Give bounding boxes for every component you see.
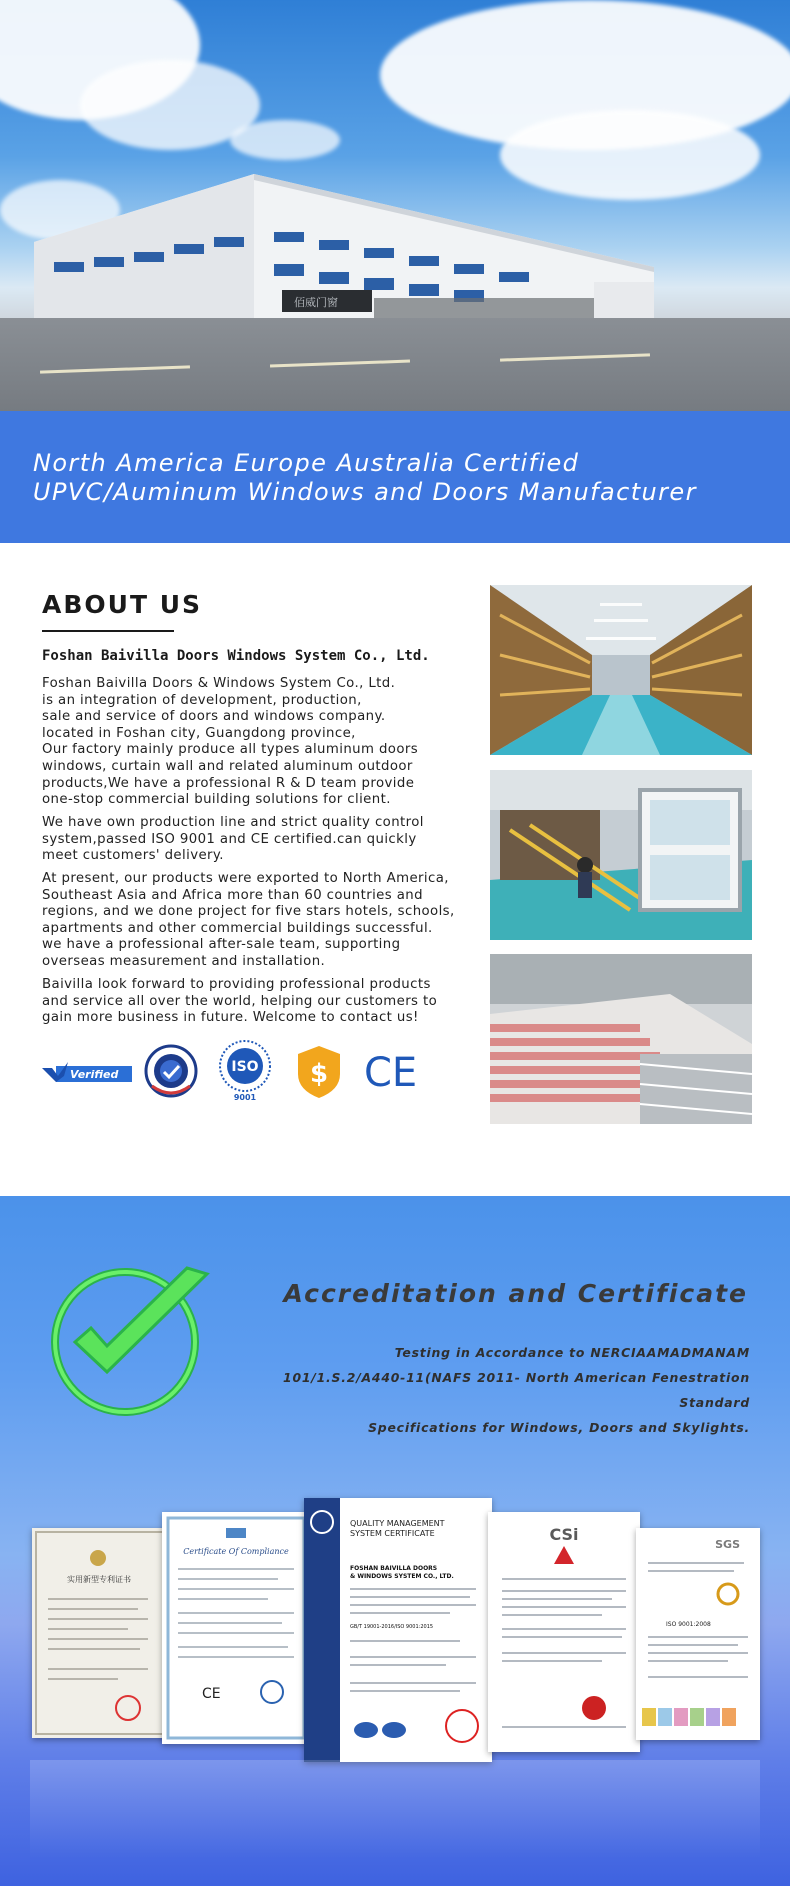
road-marking: [40, 365, 190, 373]
ce-mark-logo: [364, 1050, 424, 1094]
about-paragraph: At present, our products were exported to North America, Southeast Asia and Africa more than 60 countries and regions, and we done project for five stars hotels, schools, apartments and other commercial buildings successful. we have a professional after-sale team, supporting overseas measurement and installation.: [42, 871, 455, 969]
svg-text:实用新型专利证书: 实用新型专利证书: [67, 1575, 131, 1584]
warehouse-photo-3: [490, 954, 752, 1124]
svg-text:Verified: Verified: [70, 1068, 119, 1081]
headline-line-2: UPVC/Auminum Windows and Doors Manufacturer: [33, 478, 697, 506]
svg-text:& WINDOWS SYSTEM CO., LTD.: & WINDOWS SYSTEM CO., LTD.: [350, 1573, 454, 1580]
headline: [33, 449, 773, 507]
about-heading: ABOUT US: [42, 590, 203, 619]
svg-text:GB/T 19001-2016/ISO 9001:2015: GB/T 19001-2016/ISO 9001:2015: [350, 1624, 434, 1630]
certificate-quality-management: [304, 1498, 492, 1762]
heading-underline: [42, 630, 174, 632]
factory-building: [34, 172, 654, 322]
certificate-patent: [32, 1528, 167, 1738]
svg-text:佰威门窗: 佰威门窗: [294, 296, 338, 309]
accreditation-subtitle: Testing in Accordance to NERCIAAMADMANAM 101/1.S.2/A440-11(NAFS 2011- North American Fenestration Standard Specifications for Windows, Doors and Skylights.: [283, 1345, 750, 1435]
accreditation-title: Accreditation and Certificate: [283, 1279, 748, 1308]
road: [0, 318, 790, 411]
svg-text:$: $: [309, 1059, 329, 1089]
headline-line-1: North America Europe Australia Certified: [33, 449, 580, 477]
svg-text:SGS: SGS: [715, 1538, 740, 1551]
verified-logo: [42, 1060, 132, 1086]
road-marking: [500, 353, 650, 361]
svg-text:SYSTEM CERTIFICATE: SYSTEM CERTIFICATE: [350, 1529, 435, 1538]
certificate-sgs: [636, 1528, 760, 1740]
about-paragraph: Baivilla look forward to providing professional products and service all over the world, helping our customers to gain more business in future. Welcome to contact us!: [42, 977, 438, 1026]
iso-9001-logo: [216, 1040, 274, 1102]
svg-text:Certificate Of Compliance: Certificate Of Compliance: [183, 1547, 289, 1556]
certification-logos: [42, 1040, 442, 1106]
payment-shield-logo: [296, 1044, 342, 1100]
svg-text:ISO 9001:2008: ISO 9001:2008: [666, 1621, 711, 1628]
checkmark-icon: [47, 1254, 217, 1424]
svg-text:9001: 9001: [233, 1093, 257, 1102]
svg-text:CE: CE: [364, 1050, 418, 1094]
certificate-csi: [488, 1512, 640, 1752]
cloud: [230, 120, 340, 160]
warehouse-photo-1: [490, 585, 752, 755]
about-paragraph: We have own production line and strict quality control system,passed ISO 9001 and CE certified.can quickly meet customers' delivery.: [42, 815, 424, 864]
warehouse-photo-2: [490, 770, 752, 940]
hero-factory-image: [0, 0, 790, 411]
svg-text:FOSHAN BAIVILLA DOORS: FOSHAN BAIVILLA DOORS: [350, 1565, 438, 1572]
svg-text:CE: CE: [202, 1686, 221, 1702]
company-name: Foshan Baivilla Doors Windows System Co., Ltd.: [42, 648, 430, 664]
certificates-reflection: [30, 1760, 760, 1870]
about-paragraph: Foshan Baivilla Doors & Windows System Co., Ltd. is an integration of development, production, sale and service of doors and windows company. located in Foshan city, Guangdong province, Our factory mainly produce all types aluminum doors windows, curtain wall and related aluminum outdoor products,We have a professional R & D team provide one-stop commercial building solutions for client.: [42, 676, 419, 808]
svg-text:CSi: CSi: [549, 1525, 579, 1544]
svg-text:ISO: ISO: [231, 1059, 259, 1075]
road-marking: [270, 360, 410, 368]
certificate-compliance: [162, 1512, 310, 1744]
quality-seal-logo: [144, 1044, 198, 1098]
svg-text:QUALITY MANAGEMENT: QUALITY MANAGEMENT: [350, 1519, 445, 1528]
